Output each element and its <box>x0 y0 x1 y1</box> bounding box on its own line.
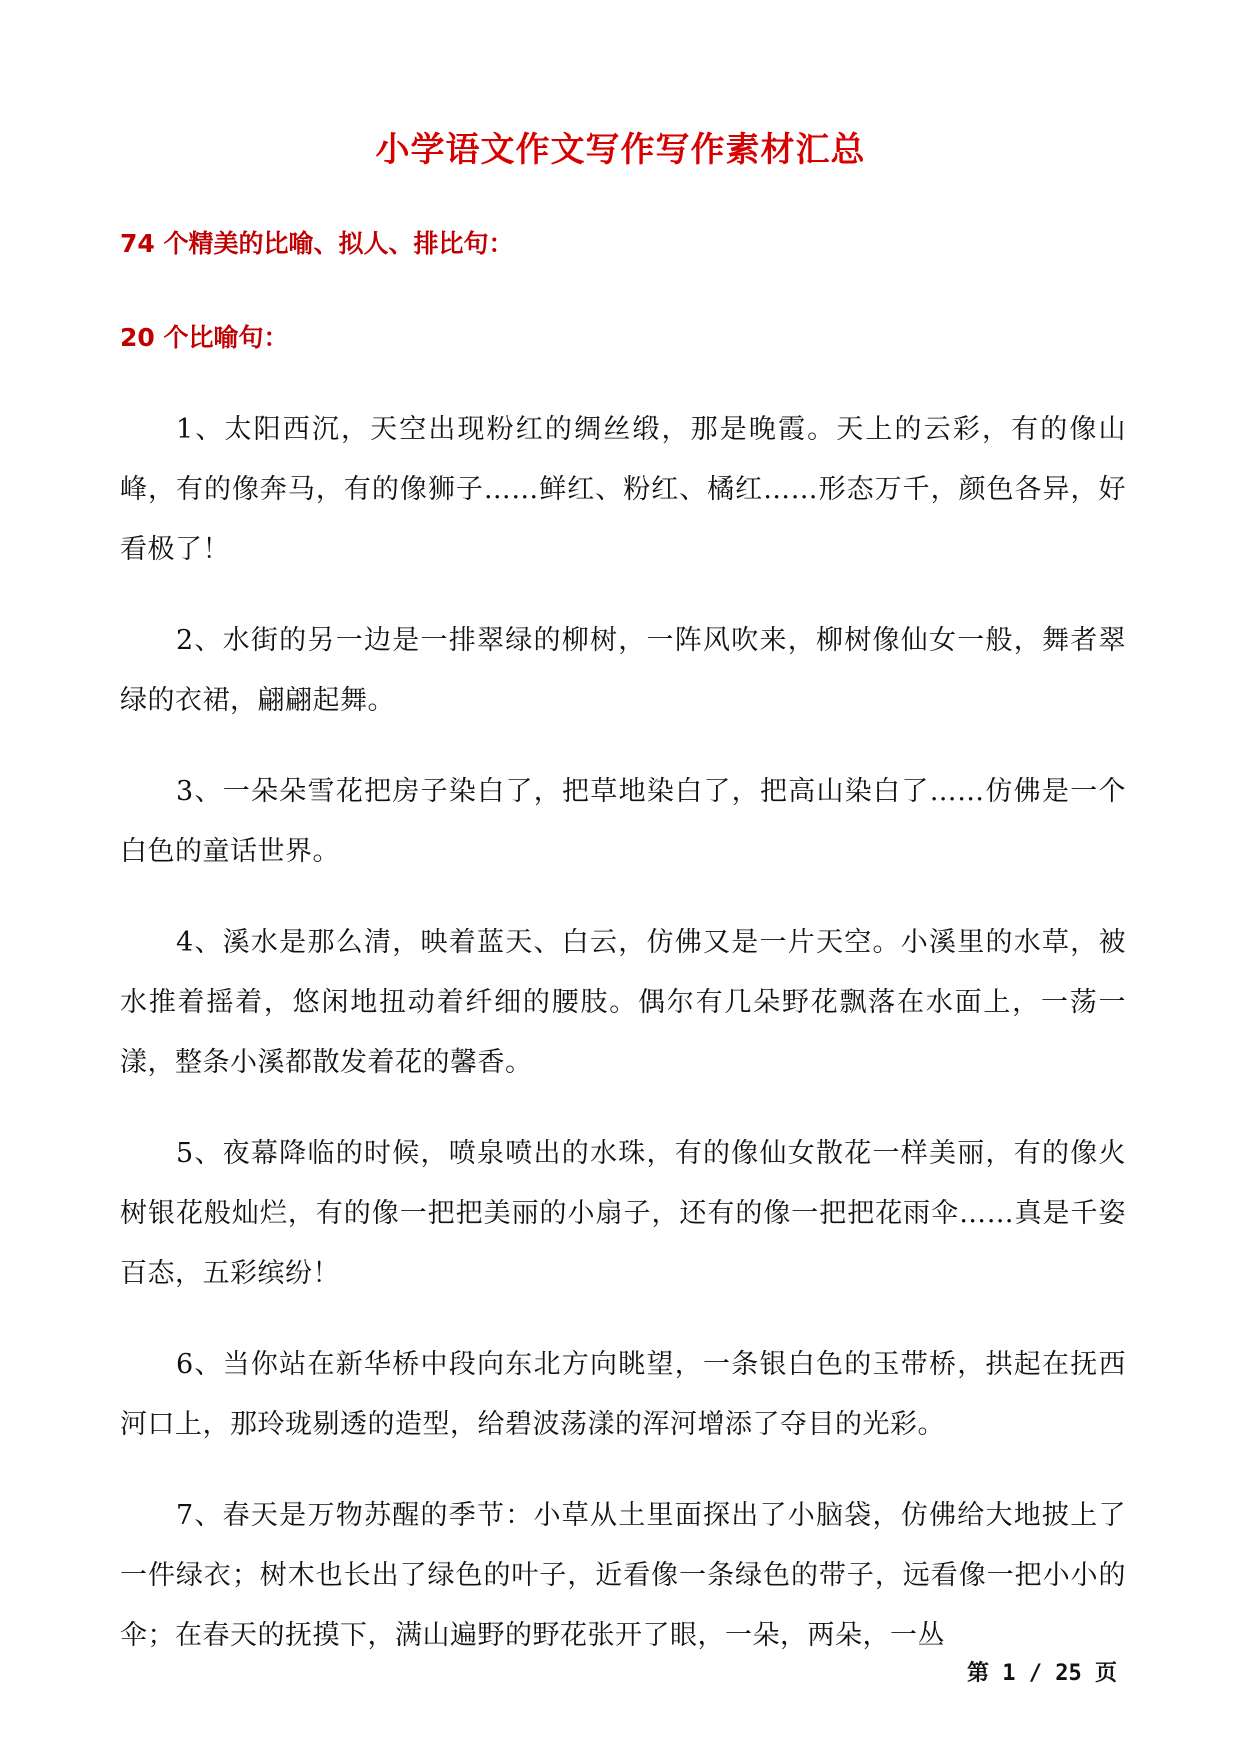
paragraph-2: 2、水街的另一边是一排翠绿的柳树，一阵风吹来，柳树像仙女一般，舞者翠绿的衣裙，翩翩起舞。 <box>120 625 1126 716</box>
page-number: 第 1 / 25 页 <box>967 1661 1117 1686</box>
document-body <box>120 400 1126 1697</box>
document-title: 小学语文作文写作写作素材汇总 <box>375 130 866 170</box>
paragraph-6: 6、当你站在新华桥中段向东北方向眺望，一条银白色的玉带桥，拱起在抚西河口上，那玲珑剔透的造型，给碧波荡漾的浑河增添了夺目的光彩。 <box>120 1349 1126 1440</box>
paragraph-4: 4、溪水是那么清，映着蓝天、白云，仿佛又是一片天空。小溪里的水草，被水推着摇着，悠闲地扭动着纤细的腰肢。偶尔有几朵野花飘落在水面上，一荡一漾，整条小溪都散发着花的馨香。 <box>120 927 1126 1078</box>
paragraph-7: 7、春天是万物苏醒的季节：小草从土里面探出了小脑袋，仿佛给大地披上了一件绿衣；树木也长出了绿色的叶子，近看像一条绿色的带子，远看像一把小小的伞；在春天的抚摸下，满山遍野的野花张开了眼，一朵，两朵，一丛 <box>120 1500 1126 1651</box>
paragraph-1: 1、太阳西沉，天空出现粉红的绸丝缎，那是晚霞。天上的云彩，有的像山峰，有的像奔马，有的像狮子……鲜红、粉红、橘红……形态万千，颜色各异，好看极了！ <box>120 414 1126 565</box>
paragraph-5: 5、夜幕降临的时候，喷泉喷出的水珠，有的像仙女散花一样美丽，有的像火树银花般灿烂，有的像一把把美丽的小扇子，还有的像一把把花雨伞……真是千姿百态，五彩缤纷！ <box>120 1138 1126 1289</box>
section-heading-metaphors: 20 个比喻句： <box>120 323 289 352</box>
section-heading-sentences: 74 个精美的比喻、拟人、排比句： <box>120 229 514 258</box>
paragraph-3: 3、一朵朵雪花把房子染白了，把草地染白了，把高山染白了……仿佛是一个白色的童话世界。 <box>120 776 1126 867</box>
